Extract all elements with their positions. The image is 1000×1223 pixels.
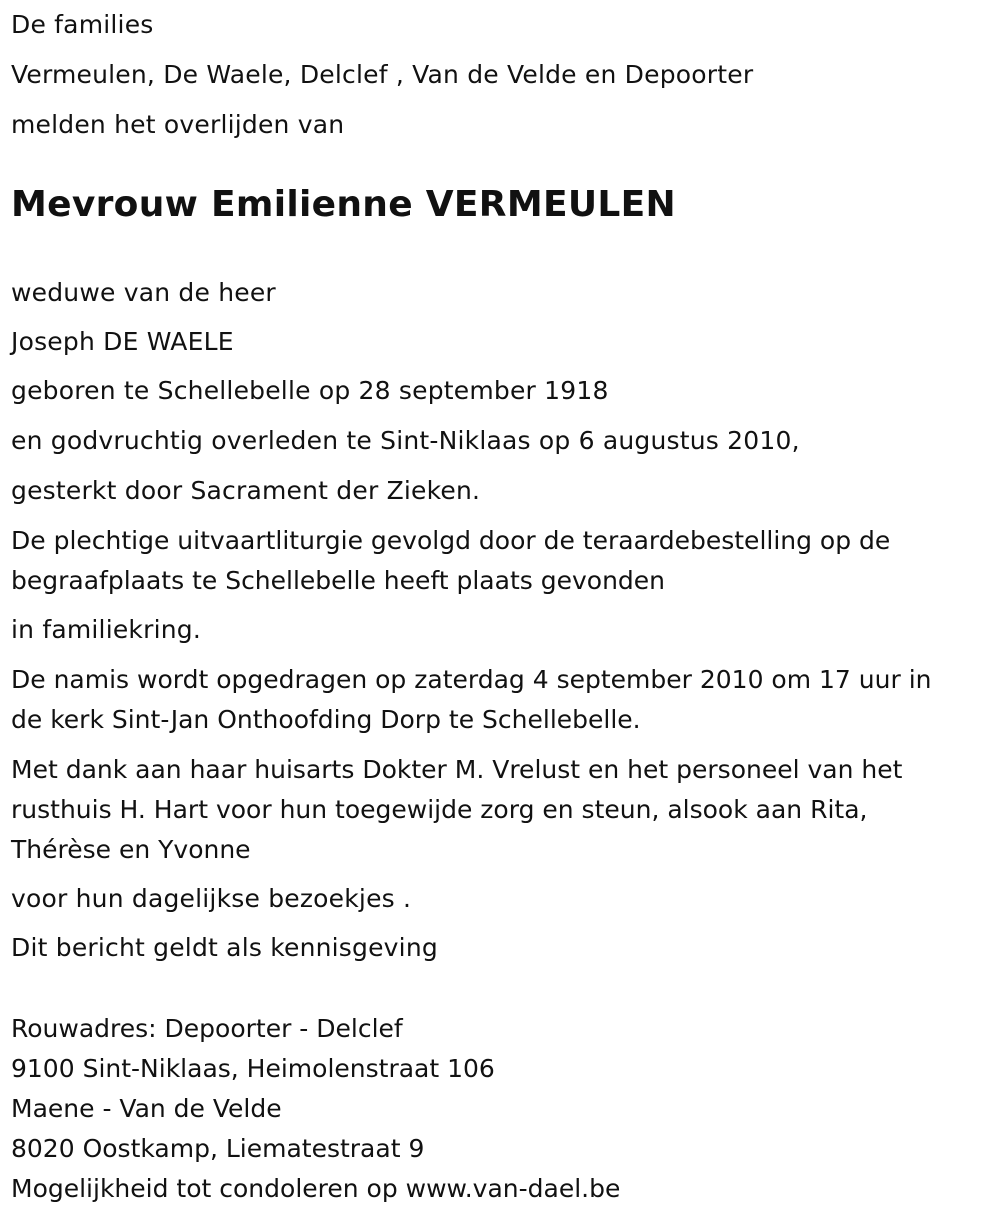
mass-paragraph	[11, 660, 991, 740]
thanks-paragraph	[11, 750, 991, 870]
spouse-name: Joseph DE WAELE	[11, 327, 234, 356]
birth-text: geboren te Schellebelle op 28 september 1918	[11, 376, 609, 405]
address-block	[11, 1009, 991, 1209]
funeral-line: begraafplaats te Schellebelle heeft plaats gevonden	[11, 566, 666, 595]
intro-announcement: melden het overlijden van	[11, 110, 345, 139]
death-text: en godvruchtig overleden te Sint-Niklaas op 6 augustus 2010,	[11, 426, 800, 455]
mourning-address-label: Rouwadres: Depoorter - Delclef	[11, 1014, 403, 1043]
thanks-line: Thérèse en Yvonne	[11, 835, 251, 864]
widow-of-text: weduwe van de heer	[11, 278, 276, 307]
funeral-family-circle: in familiekring.	[11, 615, 201, 644]
address-line: 9100 Sint-Niklaas, Heimolenstraat 106	[11, 1054, 495, 1083]
mass-line: de kerk Sint-Jan Onthoofding Dorp te Schellebelle.	[11, 705, 641, 734]
funeral-paragraph	[11, 521, 991, 601]
notice-text: Dit bericht geldt als kennisgeving	[11, 933, 438, 962]
address-name: Maene - Van de Velde	[11, 1094, 282, 1123]
funeral-line: De plechtige uitvaartliturgie gevolgd door de teraardebestelling op de	[11, 526, 891, 555]
intro-families-label: De families	[11, 10, 154, 39]
address-line: 8020 Oostkamp, Liematestraat 9	[11, 1134, 425, 1163]
deceased-name: Mevrouw Emilienne VERMEULEN	[11, 184, 676, 225]
thanks-visits: voor hun dagelijkse bezoekjes .	[11, 884, 412, 913]
sacrament-text: gesterkt door Sacrament der Zieken.	[11, 476, 481, 505]
thanks-line: rusthuis H. Hart voor hun toegewijde zorg en steun, alsook aan Rita,	[11, 795, 868, 824]
condolence-text: Mogelijkheid tot condoleren op www.van-dael.be	[11, 1174, 621, 1203]
intro-family-names: Vermeulen, De Waele, Delclef , Van de Velde en Depoorter	[11, 60, 754, 89]
mass-line: De namis wordt opgedragen op zaterdag 4 september 2010 om 17 uur in	[11, 665, 932, 694]
thanks-line: Met dank aan haar huisarts Dokter M. Vrelust en het personeel van het	[11, 755, 903, 784]
